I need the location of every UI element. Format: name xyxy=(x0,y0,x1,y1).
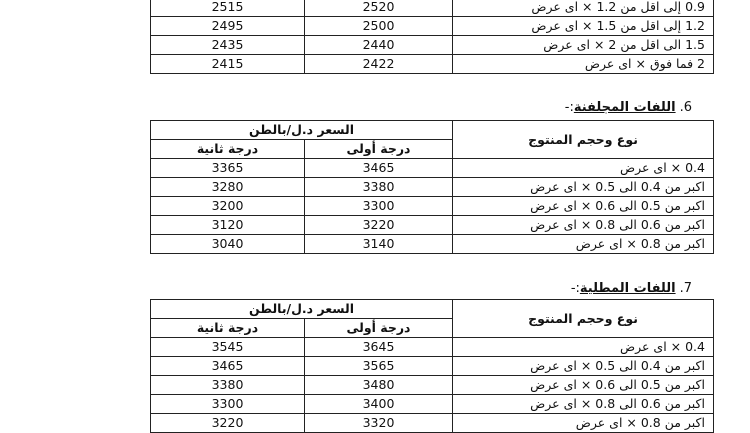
product-size: 1.2 إلى اقل من 1.5 × اى عرض xyxy=(453,17,714,36)
second-grade-price: 3220 xyxy=(151,414,305,433)
table-row xyxy=(151,17,714,36)
first-grade-header: درجة أولى xyxy=(305,319,453,338)
section-7-heading xyxy=(571,281,692,296)
second-grade-price: 3280 xyxy=(151,178,305,197)
table-row xyxy=(151,338,714,357)
section-6-heading xyxy=(565,100,692,115)
product-size: 0.4 × اى عرض xyxy=(453,338,714,357)
product-size: اكبر من 0.4 الى 0.5 × اى عرض xyxy=(453,357,714,376)
header-row xyxy=(151,300,714,319)
product-size: اكبر من 0.5 الى 0.6 × اى عرض xyxy=(453,376,714,395)
table-row xyxy=(151,395,714,414)
product-size: اكبر من 0.8 × اى عرض xyxy=(453,414,714,433)
price-header: السعر د.ل/بالطن xyxy=(151,300,453,319)
product-size: اكبر من 0.6 الى 0.8 × اى عرض xyxy=(453,395,714,414)
first-grade-price: 2500 xyxy=(305,17,453,36)
first-grade-price: 3140 xyxy=(305,235,453,254)
first-grade-header: درجة أولى xyxy=(305,140,453,159)
second-grade-price: 3040 xyxy=(151,235,305,254)
first-grade-price: 3320 xyxy=(305,414,453,433)
product-size: 0.9 إلى اقل من 1.2 × اى عرض xyxy=(453,0,714,17)
first-grade-price: 2440 xyxy=(305,36,453,55)
second-grade-price: 2515 xyxy=(151,0,305,17)
first-grade-price: 3465 xyxy=(305,159,453,178)
first-grade-price: 3380 xyxy=(305,178,453,197)
table-row xyxy=(151,197,714,216)
product-size: 1.5 الى اقل من 2 × اى عرض xyxy=(453,36,714,55)
table-row xyxy=(151,0,714,17)
header-row xyxy=(151,121,714,140)
product-size: اكبر من 0.6 الى 0.8 × اى عرض xyxy=(453,216,714,235)
first-grade-price: 3300 xyxy=(305,197,453,216)
table-row xyxy=(151,216,714,235)
table-row xyxy=(151,55,714,74)
section-number: 6. xyxy=(679,100,692,115)
table-row xyxy=(151,36,714,55)
first-grade-price: 3645 xyxy=(305,338,453,357)
section-suffix: :- xyxy=(570,281,580,296)
second-grade-price: 3380 xyxy=(151,376,305,395)
second-grade-price: 3365 xyxy=(151,159,305,178)
product-header: نوع وحجم المنتوج xyxy=(453,121,714,159)
second-grade-price: 2435 xyxy=(151,36,305,55)
price-table-continued xyxy=(150,0,714,74)
first-grade-price: 3565 xyxy=(305,357,453,376)
section-title: اللفات المطلية xyxy=(579,281,676,296)
second-grade-price: 3545 xyxy=(151,338,305,357)
first-grade-price: 2422 xyxy=(305,55,453,74)
section-number: 7. xyxy=(679,281,692,296)
second-grade-price: 3200 xyxy=(151,197,305,216)
second-grade-price: 3120 xyxy=(151,216,305,235)
product-size: اكبر من 0.5 الى 0.6 × اى عرض xyxy=(453,197,714,216)
first-grade-price: 3220 xyxy=(305,216,453,235)
second-grade-price: 3465 xyxy=(151,357,305,376)
table-row xyxy=(151,357,714,376)
first-grade-price: 3400 xyxy=(305,395,453,414)
galvanized-coils-table xyxy=(150,120,714,254)
product-size: اكبر من 0.8 × اى عرض xyxy=(453,235,714,254)
table-row xyxy=(151,235,714,254)
price-header: السعر د.ل/بالطن xyxy=(151,121,453,140)
first-grade-price: 2520 xyxy=(305,0,453,17)
second-grade-price: 2495 xyxy=(151,17,305,36)
second-grade-price: 2415 xyxy=(151,55,305,74)
section-suffix: :- xyxy=(564,100,574,115)
second-grade-header: درجة ثانية xyxy=(151,140,305,159)
product-size: 2 فما فوق × اى عرض xyxy=(453,55,714,74)
second-grade-price: 3300 xyxy=(151,395,305,414)
table-row xyxy=(151,159,714,178)
section-title: اللفات المجلفنة xyxy=(573,100,676,115)
table-row xyxy=(151,178,714,197)
second-grade-header: درجة ثانية xyxy=(151,319,305,338)
table-row xyxy=(151,376,714,395)
first-grade-price: 3480 xyxy=(305,376,453,395)
product-header: نوع وحجم المنتوج xyxy=(453,300,714,338)
product-size: 0.4 × اى عرض xyxy=(453,159,714,178)
product-size: اكبر من 0.4 الى 0.5 × اى عرض xyxy=(453,178,714,197)
painted-coils-table xyxy=(150,299,714,433)
